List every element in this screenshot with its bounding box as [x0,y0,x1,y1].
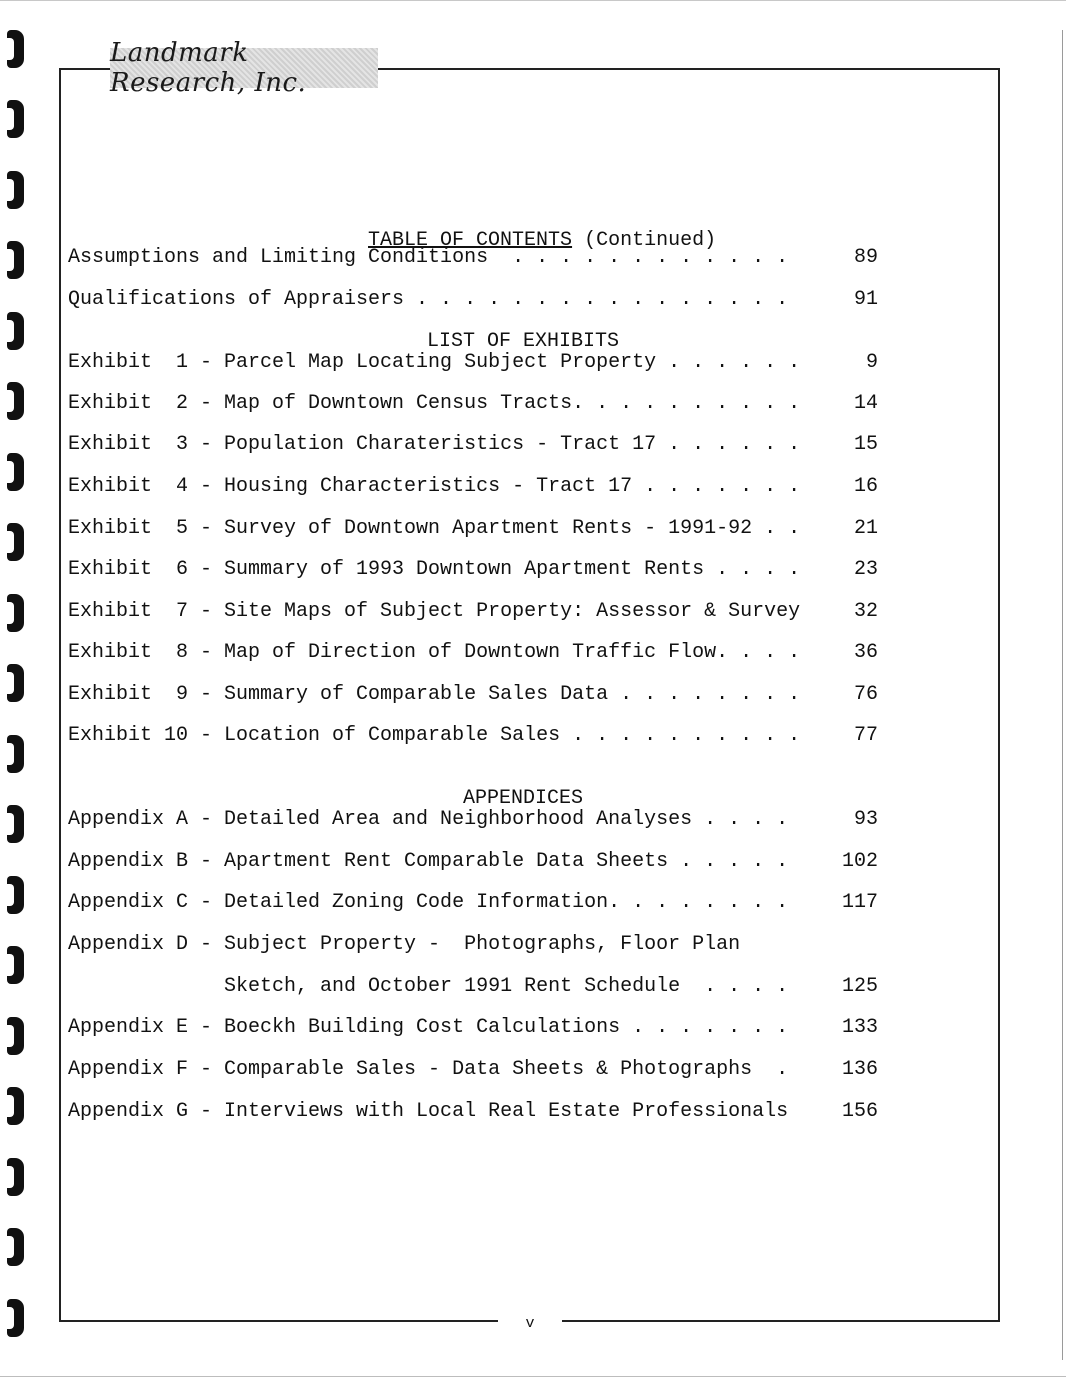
binder-hole-icon [7,735,24,773]
exhibit-entry [68,600,878,624]
binder-hole-icon [7,946,24,984]
toc-title-main: TABLE OF CONTENTS [368,229,573,252]
exhibit-entry-text: Exhibit 3 - Population Charateristics - Tract 17 . . . . . . [68,433,801,456]
binder-hole-icon [7,523,24,561]
exhibit-entry-page: 36 [853,641,878,664]
binder-hole-icon [7,1087,24,1125]
exhibit-entry-page: 77 [853,724,878,747]
exhibit-entry-page: 16 [853,475,878,498]
appendix-entry-text: Sketch, and October 1991 Rent Schedule . . . . [68,975,789,998]
binder-hole-icon [7,1017,24,1055]
appendix-entry-page: 102 [841,850,878,873]
company-logo [110,38,378,98]
exhibit-entry-text: Exhibit 8 - Map of Direction of Downtown Traffic Flow. . . . [68,641,801,664]
binder-hole-icon [7,876,24,914]
binder-hole-icon [7,382,24,420]
appendix-entry-text: Appendix D - Subject Property - Photographs, Floor Plan [68,933,741,956]
binder-hole-icon [7,1158,24,1196]
binder-hole-icon [7,30,24,68]
binder-hole-icon [7,453,24,491]
exhibit-entry-text: Exhibit 1 - Parcel Map Locating Subject Property . . . . . . [68,351,801,374]
toc-entry-text: Assumptions and Limiting Conditions . . . . . . . . . . . . [68,246,789,269]
binder-hole-icon [7,1299,24,1337]
exhibit-entry-text: Exhibit 2 - Map of Downtown Census Tracts. . . . . . . . . . [68,392,801,415]
exhibit-entry [68,724,878,748]
toc-title-suffix: (Continued) [572,229,717,252]
exhibit-entry-page: 32 [853,600,878,623]
appendix-entry-page: 125 [841,975,878,998]
exhibit-entry-page: 21 [853,517,878,540]
toc-entry [68,288,878,312]
binder-hole-icon [7,100,24,138]
exhibit-entry [68,351,878,375]
exhibit-entry-text: Exhibit 5 - Survey of Downtown Apartment Rents - 1991-92 . . [68,517,801,540]
appendix-entry-page: 136 [841,1058,878,1081]
exhibit-entry [68,558,878,582]
appendix-entry [68,891,878,915]
binder-hole-icon [7,664,24,702]
exhibit-entry [68,475,878,499]
appendix-entry-page: 133 [841,1016,878,1039]
exhibit-entry [68,641,878,665]
exhibit-entry-page: 15 [853,433,878,456]
exhibit-entry [68,433,878,457]
exhibit-entry-page: 76 [853,683,878,706]
logo-text: Landmark Research, Inc. [110,38,307,98]
exhibits-heading: LIST OF EXHIBITS [427,330,620,353]
scan-bottom-edge [0,1376,1066,1377]
exhibit-entry [68,392,878,416]
appendix-entry-text: Appendix C - Detailed Zoning Code Information. . . . . . . . [68,891,789,914]
appendix-entry [68,1100,878,1124]
page-number: v [498,1313,562,1335]
appendix-entry [68,1058,878,1082]
binder-hole-icon [7,171,24,209]
exhibit-entry-text: Exhibit 9 - Summary of Comparable Sales Data . . . . . . . . [68,683,801,706]
binder-hole-icon [7,1228,24,1266]
appendix-entry-text: Appendix B - Apartment Rent Comparable Data Sheets . . . . . [68,850,789,873]
binder-holes [4,28,34,1348]
appendix-entry-page: 93 [853,808,878,831]
scan-right-edge [1062,30,1063,1360]
binder-hole-icon [7,594,24,632]
binder-hole-icon [7,241,24,279]
exhibit-entry-page: 14 [853,392,878,415]
exhibit-entry-text: Exhibit 6 - Summary of 1993 Downtown Apartment Rents . . . . [68,558,801,581]
appendix-entry-text: Appendix A - Detailed Area and Neighborhood Analyses . . . . [68,808,789,831]
toc-entry-text: Qualifications of Appraisers . . . . . . . . . . . . . . . . [68,288,789,311]
exhibit-entry [68,683,878,707]
appendix-entry-text: Appendix E - Boeckh Building Cost Calculations . . . . . . . [68,1016,789,1039]
appendix-entry [68,1016,878,1040]
appendix-entry [68,808,878,832]
toc-entry-page: 91 [853,288,878,311]
appendix-entry-page: 156 [841,1100,878,1123]
exhibit-entry-text: Exhibit 7 - Site Maps of Subject Property: Assessor & Survey [68,600,801,623]
exhibit-entry-page: 9 [865,351,878,374]
appendix-entry [68,850,878,874]
appendix-entry [68,975,878,999]
scan-top-edge [0,0,1066,1]
binder-hole-icon [7,805,24,843]
appendix-entry-text: Appendix G - Interviews with Local Real Estate Professionals [68,1100,789,1123]
appendix-entry-text: Appendix F - Comparable Sales - Data Sheets & Photographs . [68,1058,789,1081]
exhibit-entry-text: Exhibit 10 - Location of Comparable Sales . . . . . . . . . . [68,724,801,747]
appendix-entry [68,933,878,957]
exhibit-entry-page: 23 [853,558,878,581]
exhibit-entry-text: Exhibit 4 - Housing Characteristics - Tract 17 . . . . . . . [68,475,801,498]
exhibit-entry [68,517,878,541]
appendices-heading: APPENDICES [463,787,584,810]
toc-entry-page: 89 [853,246,878,269]
appendix-entry-page: 117 [841,891,878,914]
binder-hole-icon [7,312,24,350]
toc-entry [68,246,878,270]
